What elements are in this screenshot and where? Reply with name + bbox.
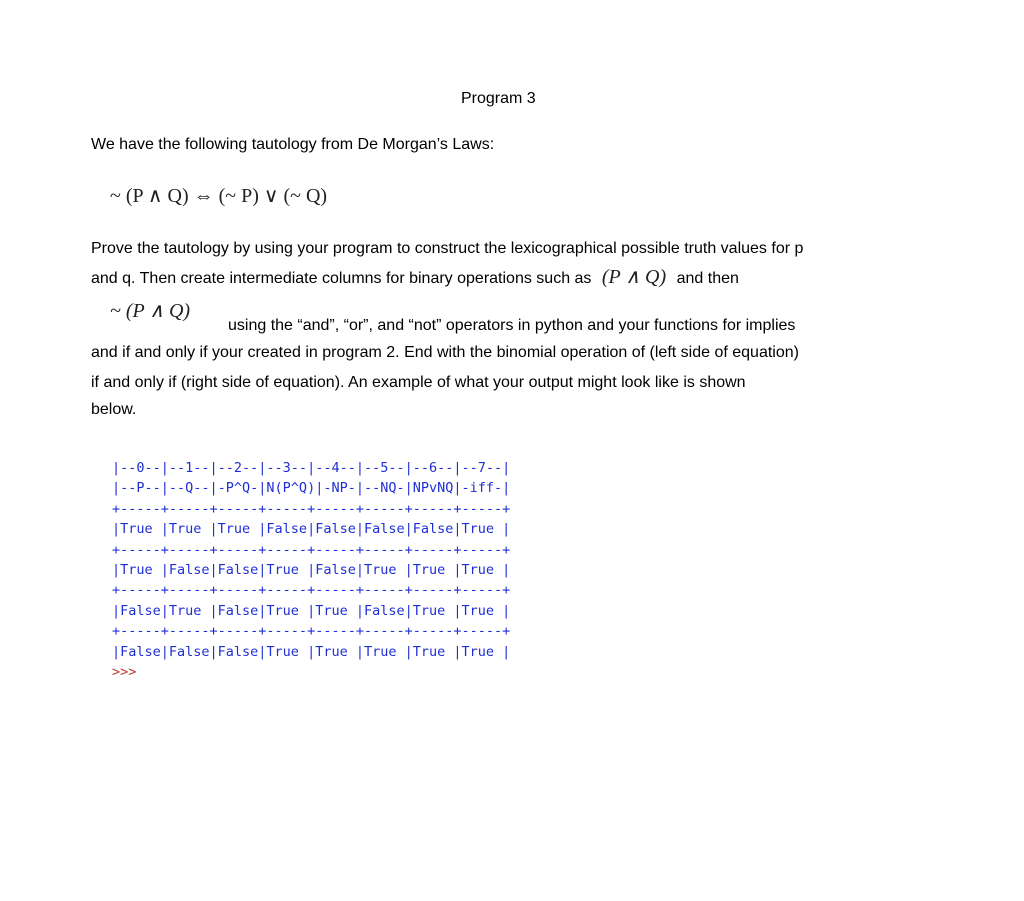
- output-header-names: |--P--|--Q--|-P^Q-|N(P^Q)|-NP-|--NQ-|NPvNQ|-iff-|: [112, 480, 511, 497]
- paragraph-line-6: below.: [91, 401, 137, 418]
- page-title: Program 3: [461, 90, 536, 107]
- paragraph-line-4: and if and only if your created in program 2. End with the binomial operation of (left side of equation): [91, 344, 799, 361]
- de-morgan-formula: ~ (P ∧ Q) ⇔ (~ P) ∨ (~ Q): [110, 185, 328, 207]
- output-separator: +-----+-----+-----+-----+-----+-----+-----+-----+: [112, 500, 511, 517]
- output-row: |True |True |True |False|False|False|False|True |: [112, 521, 511, 538]
- output-header-numbers: |--0--|--1--|--2--|--3--|--4--|--5--|--6--|--7--|: [112, 460, 511, 476]
- paragraph-line-1: Prove the tautology by using your program to construct the lexicographical possible truth values for p: [91, 240, 804, 257]
- inline-formula-and: (P ∧ Q): [601, 266, 667, 288]
- output-separator: +-----+-----+-----+-----+-----+-----+-----+-----+: [112, 623, 511, 640]
- paragraph-line-2-end: and then: [676, 270, 739, 287]
- inline-formula-not-and: ~ (P ∧ Q): [110, 300, 191, 322]
- output-separator: +-----+-----+-----+-----+-----+-----+-----+-----+: [112, 541, 511, 558]
- paragraph-line-2-text: and q. Then create intermediate columns for binary operations such as: [91, 270, 592, 287]
- output-row: |True |False|False|True |False|True |True |True |: [112, 562, 511, 579]
- intro-text: We have the following tautology from De Morgan’s Laws:: [91, 136, 495, 153]
- output-row: |False|True |False|True |True |False|True |True |: [112, 602, 511, 619]
- output-row: |False|False|False|True |True |True |True |True |: [112, 643, 511, 660]
- truth-table-output: [112, 458, 510, 682]
- python-prompt: >>>: [112, 664, 137, 681]
- output-separator: +-----+-----+-----+-----+-----+-----+-----+-----+: [112, 582, 511, 599]
- paragraph-line-2: [91, 267, 739, 289]
- paragraph-line-3: using the “and”, “or”, and “not” operators in python and your functions for implies: [228, 317, 796, 334]
- paragraph-line-5: if and only if (right side of equation). An example of what your output might look like is shown: [91, 374, 746, 391]
